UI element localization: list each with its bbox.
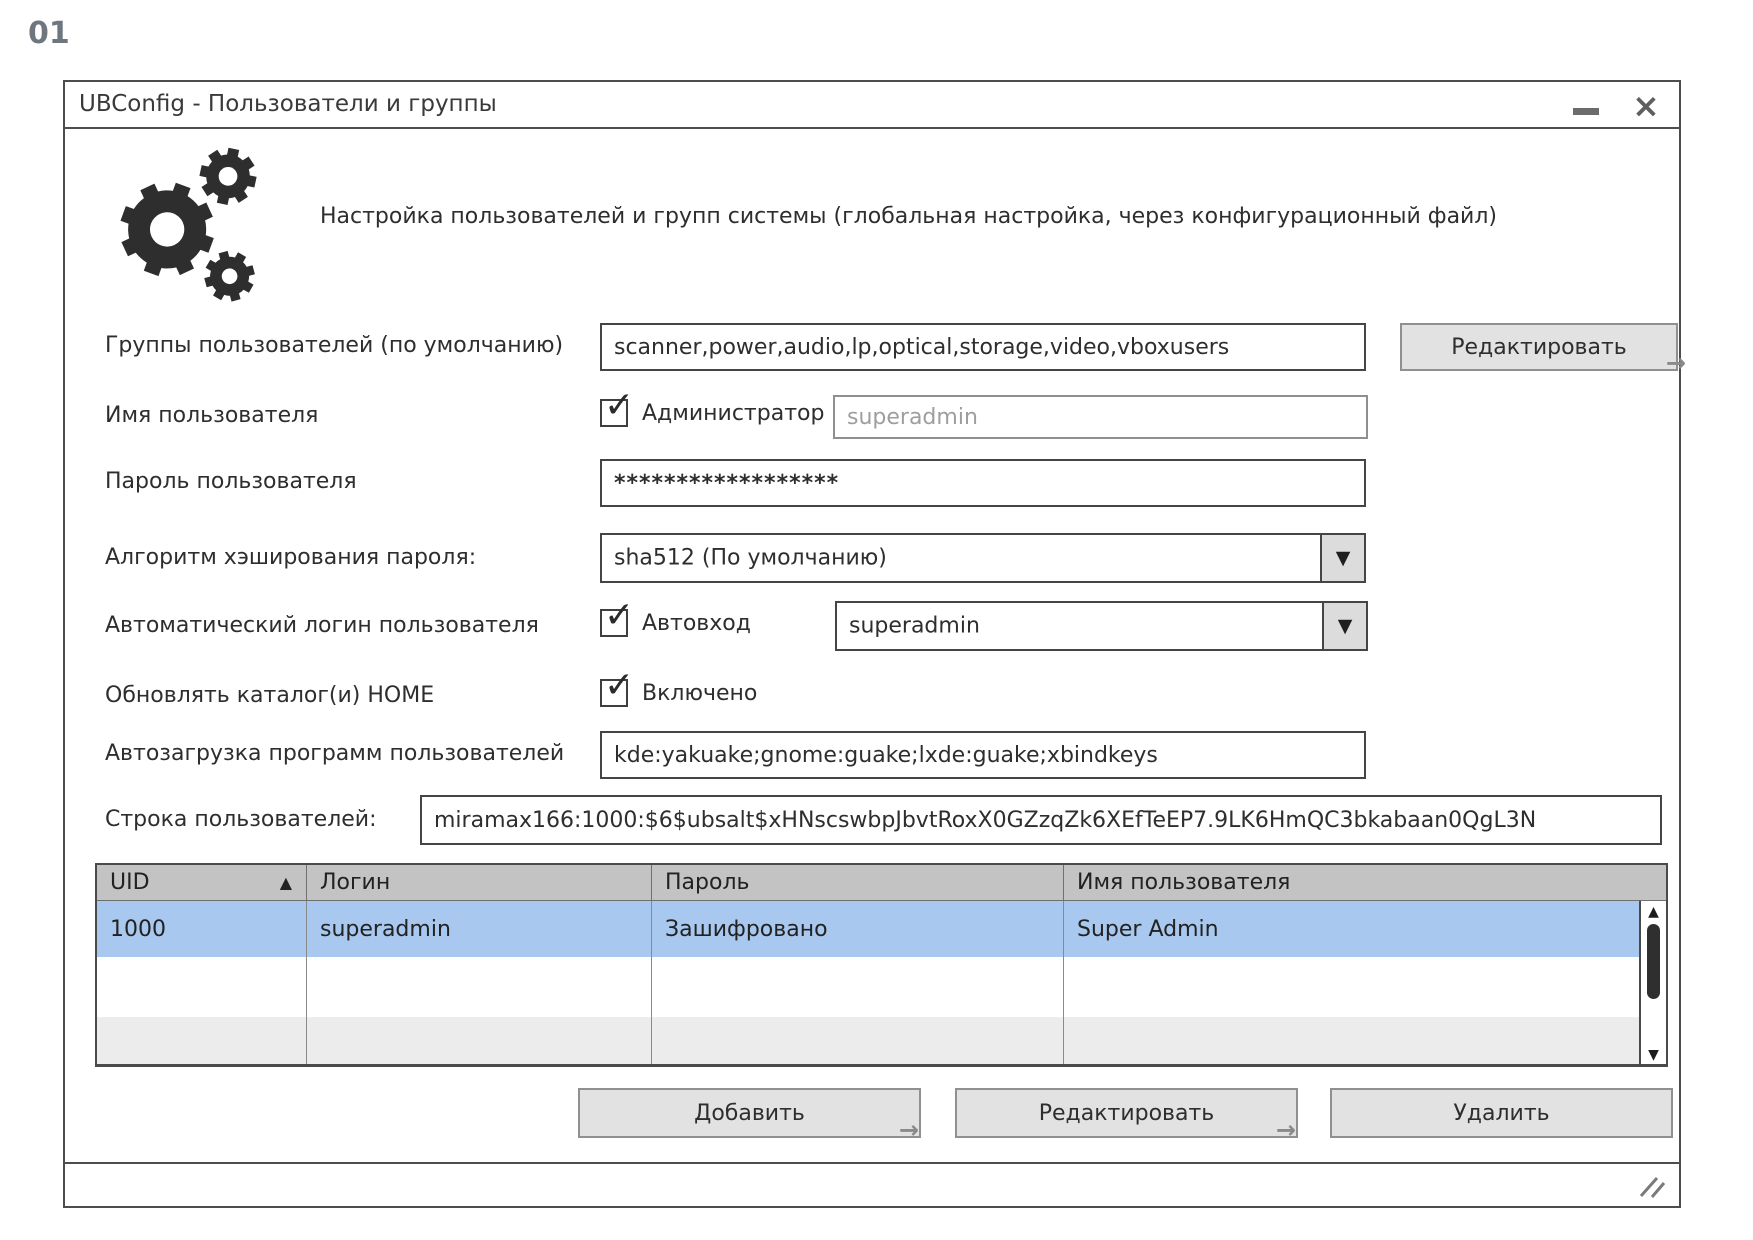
check-icon: ✓ <box>604 595 635 636</box>
table-row-selected[interactable] <box>97 901 1666 957</box>
dropdown-arrow-icon[interactable]: ▼ <box>1320 535 1364 581</box>
default-groups-input[interactable] <box>600 323 1366 371</box>
ubconfig-window <box>63 80 1686 1208</box>
edit-groups-button-label: Редактировать <box>1451 334 1627 360</box>
username-input[interactable] <box>833 395 1368 439</box>
cell-password: Зашифровано <box>652 901 1064 957</box>
table-row-empty <box>97 957 1666 1017</box>
update-home-checkbox-group <box>600 665 758 707</box>
add-button-label: Добавить <box>694 1100 805 1126</box>
autologin-user-value: superadmin <box>849 613 980 639</box>
password-label: Пароль пользователя <box>105 469 357 494</box>
default-groups-label: Группы пользователей (по умолчанию) <box>105 333 564 358</box>
scrollbar-thumb[interactable] <box>1647 924 1660 999</box>
update-home-checkbox[interactable] <box>600 665 635 707</box>
users-string-input[interactable] <box>420 795 1662 845</box>
scroll-down-icon[interactable]: ▼ <box>1648 1047 1659 1063</box>
autologin-checkbox-label: Автовход <box>642 611 751 636</box>
status-bar <box>65 1162 1679 1206</box>
password-input[interactable] <box>600 459 1366 507</box>
figure-number: 01 <box>28 16 70 51</box>
admin-checkbox-label: Администратор <box>642 401 825 426</box>
link-arrow-icon: → <box>1665 349 1686 377</box>
autologin-label: Автоматический логин пользователя <box>105 613 539 638</box>
dropdown-arrow-icon[interactable]: ▼ <box>1322 603 1366 649</box>
edit-button-label: Редактировать <box>1038 1100 1215 1126</box>
column-header-login[interactable]: Логин <box>307 865 652 900</box>
minimize-icon <box>1573 108 1599 115</box>
admin-checkbox-group <box>600 385 825 427</box>
check-icon: ✓ <box>604 385 635 426</box>
autostart-label: Автозагрузка программ пользователей <box>105 741 565 766</box>
window-title: UBConfig - Пользователи и группы <box>79 91 497 117</box>
gears-icon <box>110 142 268 302</box>
resize-grip-icon[interactable] <box>1635 1170 1669 1200</box>
update-home-label: Обновлять каталог(и) HOME <box>105 683 435 708</box>
cell-uid: 1000 <box>97 901 307 957</box>
username-label: Имя пользователя <box>105 403 319 428</box>
update-home-checkbox-label: Включено <box>642 681 758 706</box>
sort-ascending-icon: ▲ <box>279 873 292 892</box>
admin-checkbox[interactable] <box>600 385 635 427</box>
table-row-empty <box>97 1017 1666 1065</box>
autostart-input[interactable] <box>600 731 1366 779</box>
column-header-name[interactable]: Имя пользователя <box>1077 870 1291 895</box>
scroll-up-icon[interactable]: ▲ <box>1648 904 1659 920</box>
edit-groups-button[interactable] <box>1400 323 1686 377</box>
users-string-label: Строка пользователей: <box>105 807 377 832</box>
close-button[interactable]: × <box>1632 86 1660 125</box>
delete-button-label: Удалить <box>1453 1100 1550 1126</box>
window-controls <box>1571 86 1661 126</box>
add-button[interactable] <box>578 1088 921 1144</box>
hash-algorithm-label: Алгоритм хэширования пароля: <box>105 545 477 570</box>
autologin-checkbox-group <box>600 595 751 637</box>
hash-algorithm-value: sha512 (По умолчанию) <box>614 545 887 571</box>
check-icon: ✓ <box>604 665 635 706</box>
autologin-checkbox[interactable] <box>600 595 635 637</box>
users-table <box>95 863 1668 1067</box>
column-header-uid[interactable]: UID ▲ <box>97 865 307 900</box>
table-scrollbar[interactable] <box>1639 901 1666 1064</box>
edit-button[interactable] <box>955 1088 1298 1144</box>
users-table-header <box>97 865 1666 901</box>
column-header-password[interactable]: Пароль <box>652 865 1064 900</box>
autologin-user-select[interactable] <box>835 601 1368 651</box>
minimize-button[interactable] <box>1571 91 1601 121</box>
delete-button[interactable] <box>1330 1088 1673 1138</box>
link-arrow-icon: → <box>1275 1116 1296 1144</box>
cell-login: superadmin <box>307 901 652 957</box>
cell-name: Super Admin <box>1077 916 1219 942</box>
hash-algorithm-select[interactable] <box>600 533 1366 583</box>
dialog-description: Настройка пользователей и групп системы (глобальная настройка, через конфигурационный файл) <box>320 204 1497 229</box>
title-bar <box>65 82 1679 129</box>
link-arrow-icon: → <box>898 1116 919 1144</box>
